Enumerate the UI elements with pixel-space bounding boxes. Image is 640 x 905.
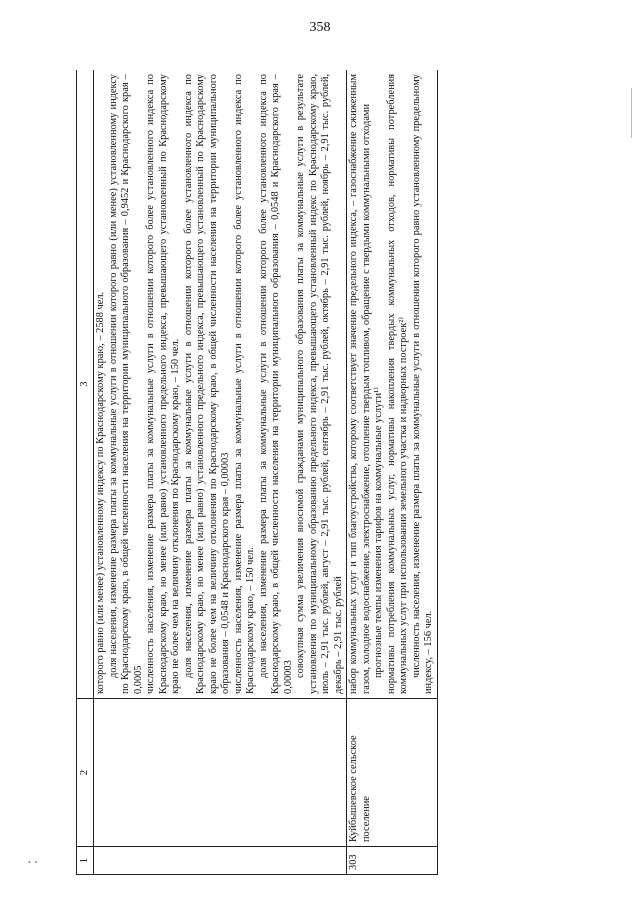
paragraph: численность населения, изменение размера платы за коммунальные услуги в отношении которого более установленного индекса по Краснодарскому краю, но менее (или равно) установленного предельного индекса, превышающего установленный по Краснодарскому краю не более чем на величину отклонения по Краснодарскому краю, – 150 чел. [145,74,182,694]
row-number: 303 [347,847,437,875]
table-row-303 [347,70,437,875]
paragraph: нормативы потребления коммунальных услуг, нормативы накопления твердых коммунальных отходов, нормативы потребления коммунальных услуг при использовании земельного участка и надворных построек²⁾ [385,74,410,694]
municipality-name: Куйбышевское сельское поселение [347,699,437,847]
paragraph: доля населения, изменение размера платы за коммунальные услуги в отношении которого более установленного индекса по Краснодарскому краю, в общей численности населения на территории муниципального образования – 0,0548 и Краснодарского края – 0,00003 [257,74,294,694]
cell-empty-number [94,847,347,875]
table-header-row [77,70,94,875]
footer-mark: • • [28,858,39,867]
page-number: 358 [309,20,331,35]
cell-empty-name [94,699,347,847]
paragraph: прогнозные темпы изменения тарифов на коммунальные услуги¹⁾ [373,387,385,678]
paragraph: которого равно (или менее) установленному индексу по Краснодарскому краю, – 2588 чел. [95,291,107,694]
paragraph: доля населения, изменение размера платы за коммунальные услуги в отношении которого более установленного индекса по Краснодарскому краю, но менее (или равно) установленного предельного индекса, превышающего установленный по Краснодарскому краю не более чем на величину отклонения по Краснодарскому краю, в общей численности населения на территории муниципального образования – 0,0548 и Краснодарского края – 0,00003 [182,74,232,694]
document-table [76,70,438,875]
header-col-1: 1 [77,847,94,875]
cell-continuation-text [94,70,347,699]
table-row-continuation [94,70,347,875]
cell-row-text [347,70,437,699]
header-col-2: 2 [77,699,94,847]
scan-edge-mark [631,88,632,138]
paragraph: численность населения, изменение размера платы за коммунальные услуги в отношении которого более установленного индекса по Краснодарскому краю, – 150 чел. [232,74,257,694]
paragraph: совокупная сумма увеличения вносимой гражданами муниципального образования платы за коммунальные услуги в результате установления по муниципальному образованию предельного индекса, превышающего установленный индекс по Краснодарскому краю, июль – 2,91 тыс. рублей, август – 2,91 тыс. рублей, сентябрь – 2,91 тыс. рублей, октябрь – 2,91 тыс. рублей, ноябрь – 2,91 тыс. рублей, декабрь – 2,91 тыс. рублей [295,74,344,694]
paragraph: набор коммунальных услуг и тип благоустройства, которому соответствует значение предельного индекса, – газоснабжение сжиженным газом, холодное водоснабжение, электроснабжение, отопление твердым топливом, обращение с твердыми коммунальными отходами [348,74,372,694]
header-col-3: 3 [77,70,94,699]
paragraph: численность населения, изменение размера платы за коммунальные услуги в отношении которого равно установленному предельному индексу, – 156 чел. [410,74,435,694]
rotated-table-container [76,70,591,875]
paragraph: доля населения, изменение размера платы за коммунальные услуги в отношении которого равно (или менее) установленному индексу по Краснодарскому краю, в общей численности населения на территории муниципального образования – 0,9452 и Краснодарского края – 0,0005 [107,74,144,694]
rotated-table-frame [76,70,591,875]
